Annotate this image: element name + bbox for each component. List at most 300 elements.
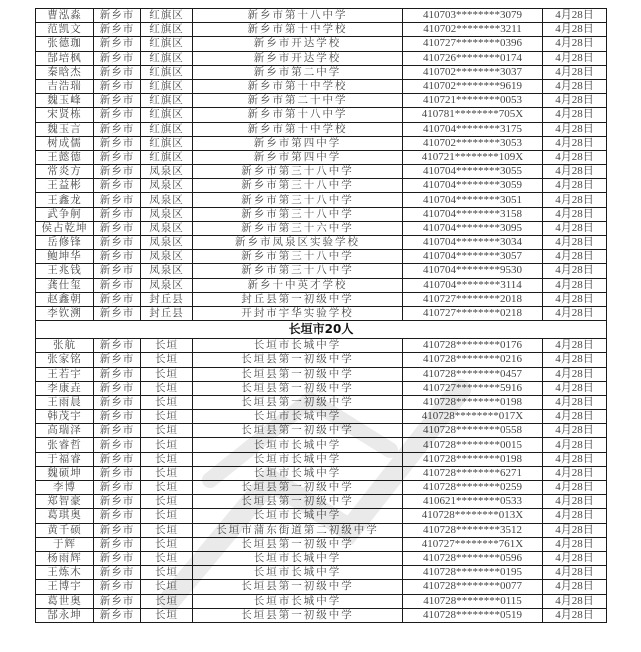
section-xinxiang-rows: [36, 9, 607, 321]
student-name-cell: 张德珈: [36, 37, 94, 51]
district-cell: 红旗区: [141, 65, 193, 79]
table-row: [36, 410, 607, 424]
table-row: [36, 94, 607, 108]
city-cell: 新乡市: [94, 580, 141, 594]
date-cell: 4月28日: [543, 193, 607, 207]
city-cell: 新乡市: [94, 551, 141, 565]
city-cell: 新乡市: [94, 108, 141, 122]
school-cell: 长垣县第一初级中学: [193, 424, 403, 438]
district-cell: 长垣: [141, 580, 193, 594]
school-cell: 长垣县第一初级中学: [193, 353, 403, 367]
table-row: [36, 179, 607, 193]
student-name-cell: 郑智豪: [36, 495, 94, 509]
date-cell: 4月28日: [543, 292, 607, 306]
school-cell: 长垣市长城中学: [193, 551, 403, 565]
city-cell: 新乡市: [94, 79, 141, 93]
date-cell: 4月28日: [543, 9, 607, 23]
table-row: [36, 481, 607, 495]
school-cell: 新乡市开达学校: [193, 37, 403, 51]
student-name-cell: 秦晗杰: [36, 65, 94, 79]
school-cell: 新乡市第三十八中学: [193, 250, 403, 264]
table-row: [36, 495, 607, 509]
date-cell: 4月28日: [543, 79, 607, 93]
table-row: [36, 292, 607, 306]
district-cell: 长垣: [141, 466, 193, 480]
table-row: [36, 523, 607, 537]
city-cell: 新乡市: [94, 94, 141, 108]
table-row: [36, 424, 607, 438]
table-row: [36, 278, 607, 292]
table-row: [36, 452, 607, 466]
school-cell: 长垣市蒲东街道第二初级中学: [193, 523, 403, 537]
date-cell: 4月28日: [543, 395, 607, 409]
school-cell: 长垣县第一初级中学: [193, 381, 403, 395]
id-number-cell: 410704********3158: [403, 207, 543, 221]
student-name-cell: 李博: [36, 481, 94, 495]
date-cell: 4月28日: [543, 250, 607, 264]
district-cell: 长垣: [141, 395, 193, 409]
table-row: [36, 594, 607, 608]
district-cell: 凤泉区: [141, 207, 193, 221]
table-row: [36, 108, 607, 122]
date-cell: 4月28日: [543, 452, 607, 466]
table-row: [36, 9, 607, 23]
table-row: [36, 367, 607, 381]
table-row: [36, 580, 607, 594]
student-name-cell: 常炎方: [36, 165, 94, 179]
city-cell: 新乡市: [94, 136, 141, 150]
date-cell: 4月28日: [543, 381, 607, 395]
student-name-cell: 葛琪奥: [36, 509, 94, 523]
district-cell: 长垣: [141, 481, 193, 495]
district-cell: 红旗区: [141, 23, 193, 37]
student-name-cell: 于福睿: [36, 452, 94, 466]
student-name-cell: 魏玉峰: [36, 94, 94, 108]
district-cell: 凤泉区: [141, 250, 193, 264]
city-cell: 新乡市: [94, 37, 141, 51]
student-name-cell: 张航: [36, 339, 94, 353]
date-cell: 4月28日: [543, 65, 607, 79]
school-cell: 新乡市第二中学: [193, 65, 403, 79]
school-cell: 新乡市第三十六中学: [193, 221, 403, 235]
date-cell: 4月28日: [543, 165, 607, 179]
date-cell: 4月28日: [543, 594, 607, 608]
district-cell: 凤泉区: [141, 179, 193, 193]
school-cell: 新乡市第二十中学: [193, 94, 403, 108]
table-row: [36, 165, 607, 179]
table-row: [36, 381, 607, 395]
id-number-cell: 410721********109X: [403, 150, 543, 164]
id-number-cell: 410703********3079: [403, 9, 543, 23]
district-cell: 红旗区: [141, 150, 193, 164]
table-row: [36, 65, 607, 79]
date-cell: 4月28日: [543, 353, 607, 367]
student-name-cell: 高瑞泽: [36, 424, 94, 438]
city-cell: 新乡市: [94, 306, 141, 320]
school-cell: 长垣市长城中学: [193, 452, 403, 466]
school-cell: 新乡市第三十八中学: [193, 207, 403, 221]
table-row: [36, 23, 607, 37]
student-name-cell: 葛世奥: [36, 594, 94, 608]
district-cell: 红旗区: [141, 94, 193, 108]
student-name-cell: 宋贤栋: [36, 108, 94, 122]
student-name-cell: 郜永坤: [36, 608, 94, 622]
table-row: [36, 395, 607, 409]
date-cell: 4月28日: [543, 523, 607, 537]
table-row: [36, 150, 607, 164]
city-cell: 新乡市: [94, 150, 141, 164]
school-cell: 新乡市第十中学校: [193, 79, 403, 93]
student-name-cell: 王炼木: [36, 566, 94, 580]
date-cell: 4月28日: [543, 108, 607, 122]
district-cell: 长垣: [141, 523, 193, 537]
student-name-cell: 曹泓淼: [36, 9, 94, 23]
city-cell: 新乡市: [94, 424, 141, 438]
date-cell: 4月28日: [543, 580, 607, 594]
school-cell: 开封市宇华实验学校: [193, 306, 403, 320]
city-cell: 新乡市: [94, 594, 141, 608]
id-number-cell: 410704********3057: [403, 250, 543, 264]
id-number-cell: 410702********9619: [403, 79, 543, 93]
date-cell: 4月28日: [543, 264, 607, 278]
date-cell: 4月28日: [543, 236, 607, 250]
school-cell: 新乡十中英才学校: [193, 278, 403, 292]
id-number-cell: 410728********3512: [403, 523, 543, 537]
table-row: [36, 353, 607, 367]
id-number-cell: 410727********2018: [403, 292, 543, 306]
school-cell: 新乡市第三十八中学: [193, 264, 403, 278]
city-cell: 新乡市: [94, 566, 141, 580]
student-name-cell: 魏玉言: [36, 122, 94, 136]
id-number-cell: 410721********0053: [403, 94, 543, 108]
id-number-cell: 410728********0115: [403, 594, 543, 608]
school-cell: 长垣县第一初级中学: [193, 495, 403, 509]
id-number-cell: 410728********0176: [403, 339, 543, 353]
school-cell: 长垣县第一初级中学: [193, 537, 403, 551]
city-cell: 新乡市: [94, 122, 141, 136]
date-cell: 4月28日: [543, 466, 607, 480]
city-cell: 新乡市: [94, 523, 141, 537]
date-cell: 4月28日: [543, 51, 607, 65]
table-row: [36, 122, 607, 136]
city-cell: 新乡市: [94, 495, 141, 509]
table-row: [36, 264, 607, 278]
district-cell: 长垣: [141, 509, 193, 523]
table-row: [36, 236, 607, 250]
id-number-cell: 410704********9530: [403, 264, 543, 278]
student-name-cell: 龚仕玺: [36, 278, 94, 292]
date-cell: 4月28日: [543, 424, 607, 438]
table-row: [36, 551, 607, 565]
date-cell: 4月28日: [543, 37, 607, 51]
district-cell: 长垣: [141, 438, 193, 452]
date-cell: 4月28日: [543, 122, 607, 136]
date-cell: 4月28日: [543, 179, 607, 193]
city-cell: 新乡市: [94, 9, 141, 23]
district-cell: 长垣: [141, 566, 193, 580]
table-row: [36, 339, 607, 353]
school-cell: 长垣县第一初级中学: [193, 481, 403, 495]
school-cell: 封丘县第一初级中学: [193, 292, 403, 306]
city-cell: 新乡市: [94, 410, 141, 424]
date-cell: 4月28日: [543, 94, 607, 108]
school-cell: 长垣市长城中学: [193, 438, 403, 452]
id-number-cell: 410781********705X: [403, 108, 543, 122]
id-number-cell: 410728********017X: [403, 410, 543, 424]
date-cell: 4月28日: [543, 608, 607, 622]
roster-table: [35, 8, 607, 623]
student-name-cell: 王兆钱: [36, 264, 94, 278]
id-number-cell: 410728********0596: [403, 551, 543, 565]
id-number-cell: 410726********0174: [403, 51, 543, 65]
school-cell: 新乡市第三十八中学: [193, 179, 403, 193]
date-cell: 4月28日: [543, 207, 607, 221]
student-name-cell: 张家铭: [36, 353, 94, 367]
school-cell: 新乡市第十八中学: [193, 108, 403, 122]
school-cell: 长垣县第一初级中学: [193, 395, 403, 409]
id-number-cell: 410728********0457: [403, 367, 543, 381]
city-cell: 新乡市: [94, 353, 141, 367]
table-row: [36, 537, 607, 551]
district-cell: 凤泉区: [141, 236, 193, 250]
date-cell: 4月28日: [543, 495, 607, 509]
student-name-cell: 王益彬: [36, 179, 94, 193]
section-header-row: [36, 321, 607, 339]
district-cell: 长垣: [141, 537, 193, 551]
district-cell: 封丘县: [141, 306, 193, 320]
student-name-cell: 王博宇: [36, 580, 94, 594]
city-cell: 新乡市: [94, 278, 141, 292]
city-cell: 新乡市: [94, 221, 141, 235]
student-name-cell: 吉浩瑞: [36, 79, 94, 93]
section-changyuan-rows: [36, 339, 607, 623]
school-cell: 长垣县第一初级中学: [193, 580, 403, 594]
table-row: [36, 466, 607, 480]
id-number-cell: 410702********3211: [403, 23, 543, 37]
date-cell: 4月28日: [543, 150, 607, 164]
date-cell: 4月28日: [543, 339, 607, 353]
student-name-cell: 树成儒: [36, 136, 94, 150]
date-cell: 4月28日: [543, 438, 607, 452]
city-cell: 新乡市: [94, 250, 141, 264]
table-row: [36, 221, 607, 235]
date-cell: 4月28日: [543, 509, 607, 523]
city-cell: 新乡市: [94, 51, 141, 65]
date-cell: 4月28日: [543, 306, 607, 320]
district-cell: 凤泉区: [141, 278, 193, 292]
student-name-cell: 王懿德: [36, 150, 94, 164]
student-name-cell: 韩茂宇: [36, 410, 94, 424]
date-cell: 4月28日: [543, 551, 607, 565]
id-number-cell: 410728********6271: [403, 466, 543, 480]
student-name-cell: 李钦溯: [36, 306, 94, 320]
id-number-cell: 410728********0519: [403, 608, 543, 622]
table-row: [36, 51, 607, 65]
city-cell: 新乡市: [94, 438, 141, 452]
student-name-cell: 王鑫龙: [36, 193, 94, 207]
school-cell: 新乡市第三十八中学: [193, 193, 403, 207]
district-cell: 长垣: [141, 495, 193, 509]
city-cell: 新乡市: [94, 481, 141, 495]
id-number-cell: 410728********0198: [403, 452, 543, 466]
id-number-cell: 410704********3114: [403, 278, 543, 292]
id-number-cell: 410728********0198: [403, 395, 543, 409]
id-number-cell: 410702********3053: [403, 136, 543, 150]
id-number-cell: 410621********0533: [403, 495, 543, 509]
district-cell: 长垣: [141, 594, 193, 608]
student-name-cell: 王雨晨: [36, 395, 94, 409]
city-cell: 新乡市: [94, 381, 141, 395]
table-row: [36, 306, 607, 320]
section-title: 长垣市20人: [36, 321, 607, 339]
table-row: [36, 509, 607, 523]
id-number-cell: 410728********013X: [403, 509, 543, 523]
id-number-cell: 410704********3055: [403, 165, 543, 179]
id-number-cell: 410727********0218: [403, 306, 543, 320]
table-row: [36, 136, 607, 150]
city-cell: 新乡市: [94, 452, 141, 466]
city-cell: 新乡市: [94, 236, 141, 250]
student-name-cell: 于辉: [36, 537, 94, 551]
student-name-cell: 鲍坤华: [36, 250, 94, 264]
id-number-cell: 410727********761X: [403, 537, 543, 551]
id-number-cell: 410728********0195: [403, 566, 543, 580]
city-cell: 新乡市: [94, 466, 141, 480]
district-cell: 长垣: [141, 367, 193, 381]
student-name-cell: 赵鑫朝: [36, 292, 94, 306]
id-number-cell: 410728********0259: [403, 481, 543, 495]
city-cell: 新乡市: [94, 537, 141, 551]
district-cell: 长垣: [141, 381, 193, 395]
school-cell: 长垣市长城中学: [193, 466, 403, 480]
section-changyuan-header: [36, 321, 607, 339]
district-cell: 长垣: [141, 452, 193, 466]
district-cell: 凤泉区: [141, 264, 193, 278]
id-number-cell: 410728********0558: [403, 424, 543, 438]
table-row: [36, 566, 607, 580]
district-cell: 红旗区: [141, 79, 193, 93]
student-name-cell: 魏硕坤: [36, 466, 94, 480]
school-cell: 长垣市长城中学: [193, 594, 403, 608]
student-name-cell: 侯占乾坤: [36, 221, 94, 235]
city-cell: 新乡市: [94, 264, 141, 278]
school-cell: 长垣县第一初级中学: [193, 367, 403, 381]
district-cell: 红旗区: [141, 136, 193, 150]
date-cell: 4月28日: [543, 537, 607, 551]
school-cell: 新乡市第四中学: [193, 136, 403, 150]
city-cell: 新乡市: [94, 608, 141, 622]
id-number-cell: 410727********0396: [403, 37, 543, 51]
district-cell: 凤泉区: [141, 193, 193, 207]
school-cell: 新乡市第三十八中学: [193, 165, 403, 179]
table-row: [36, 608, 607, 622]
district-cell: 凤泉区: [141, 165, 193, 179]
student-name-cell: 王若宇: [36, 367, 94, 381]
school-cell: 新乡市第十八中学: [193, 9, 403, 23]
table-row: [36, 193, 607, 207]
district-cell: 红旗区: [141, 122, 193, 136]
date-cell: 4月28日: [543, 481, 607, 495]
id-number-cell: 410704********3175: [403, 122, 543, 136]
date-cell: 4月28日: [543, 367, 607, 381]
student-name-cell: 岳修锋: [36, 236, 94, 250]
city-cell: 新乡市: [94, 193, 141, 207]
table-row: [36, 250, 607, 264]
table-row: [36, 438, 607, 452]
id-number-cell: 410704********3059: [403, 179, 543, 193]
date-cell: 4月28日: [543, 221, 607, 235]
district-cell: 红旗区: [141, 51, 193, 65]
city-cell: 新乡市: [94, 509, 141, 523]
school-cell: 长垣市长城中学: [193, 410, 403, 424]
city-cell: 新乡市: [94, 367, 141, 381]
id-number-cell: 410728********0077: [403, 580, 543, 594]
district-cell: 长垣: [141, 410, 193, 424]
school-cell: 新乡市开达学校: [193, 51, 403, 65]
city-cell: 新乡市: [94, 395, 141, 409]
id-number-cell: 410704********3095: [403, 221, 543, 235]
student-name-cell: 张睿哲: [36, 438, 94, 452]
roster-sheet: [35, 8, 606, 623]
district-cell: 红旗区: [141, 108, 193, 122]
district-cell: 凤泉区: [141, 221, 193, 235]
district-cell: 封丘县: [141, 292, 193, 306]
table-row: [36, 79, 607, 93]
id-number-cell: 410727********5916: [403, 381, 543, 395]
school-cell: 新乡市凤泉区实验学校: [193, 236, 403, 250]
district-cell: 长垣: [141, 608, 193, 622]
student-name-cell: 黄千硕: [36, 523, 94, 537]
student-name-cell: 杨雨辉: [36, 551, 94, 565]
district-cell: 长垣: [141, 353, 193, 367]
date-cell: 4月28日: [543, 278, 607, 292]
school-cell: 长垣市长城中学: [193, 509, 403, 523]
id-number-cell: 410702********3037: [403, 65, 543, 79]
school-cell: 新乡市第十中学校: [193, 122, 403, 136]
date-cell: 4月28日: [543, 136, 607, 150]
id-number-cell: 410728********0015: [403, 438, 543, 452]
school-cell: 长垣市长城中学: [193, 339, 403, 353]
district-cell: 长垣: [141, 551, 193, 565]
id-number-cell: 410704********3034: [403, 236, 543, 250]
school-cell: 新乡市第四中学: [193, 150, 403, 164]
city-cell: 新乡市: [94, 339, 141, 353]
city-cell: 新乡市: [94, 65, 141, 79]
student-name-cell: 范凯文: [36, 23, 94, 37]
student-name-cell: 武争舸: [36, 207, 94, 221]
id-number-cell: 410704********3051: [403, 193, 543, 207]
city-cell: 新乡市: [94, 207, 141, 221]
id-number-cell: 410728********0216: [403, 353, 543, 367]
city-cell: 新乡市: [94, 292, 141, 306]
district-cell: 红旗区: [141, 37, 193, 51]
date-cell: 4月28日: [543, 410, 607, 424]
table-row: [36, 207, 607, 221]
city-cell: 新乡市: [94, 165, 141, 179]
school-cell: 新乡市第十中学校: [193, 23, 403, 37]
district-cell: 红旗区: [141, 9, 193, 23]
city-cell: 新乡市: [94, 23, 141, 37]
school-cell: 长垣市长城中学: [193, 566, 403, 580]
student-name-cell: 郜培枫: [36, 51, 94, 65]
school-cell: 长垣县第一初级中学: [193, 608, 403, 622]
district-cell: 长垣: [141, 339, 193, 353]
student-name-cell: 李康垚: [36, 381, 94, 395]
date-cell: 4月28日: [543, 23, 607, 37]
district-cell: 长垣: [141, 424, 193, 438]
date-cell: 4月28日: [543, 566, 607, 580]
table-row: [36, 37, 607, 51]
